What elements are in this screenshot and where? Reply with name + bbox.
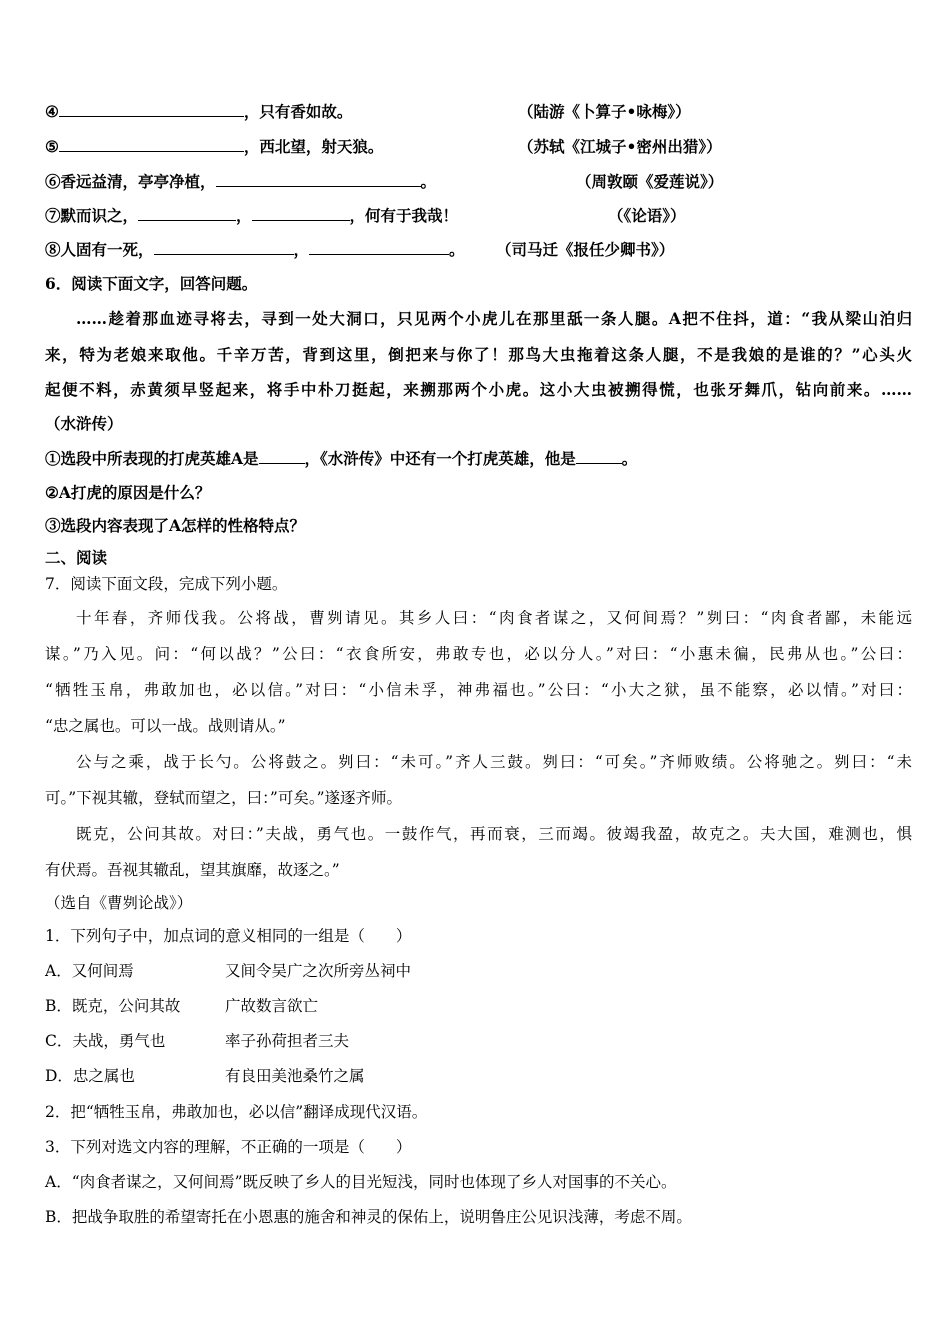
fill-source: （司马迁《报任少卿书》）: [496, 240, 675, 259]
fill-line-7: [45, 206, 912, 226]
fill-source: （陆游《卜算子•咏梅》）: [518, 102, 691, 121]
answer-blank[interactable]: [576, 449, 622, 464]
option-pair: 有良田美池桑竹之属: [225, 1067, 365, 1085]
answer-blank[interactable]: [259, 449, 305, 464]
question-text: ①选段中所表现的打虎英雄A是: [45, 449, 259, 468]
fill-line-4: [45, 102, 912, 122]
question-7-title: 7．阅读下面文段，完成下列小题。: [45, 575, 288, 593]
fill-source: （《论语》）: [608, 206, 686, 225]
fill-line-8: [45, 240, 912, 260]
option-label: C．夫战，勇气也: [45, 1032, 166, 1050]
answer-blank[interactable]: [309, 240, 449, 255]
option-b[interactable]: [45, 996, 912, 1016]
fill-text: ，: [236, 206, 252, 225]
section-heading: 二、阅读: [45, 548, 108, 567]
passage-line: 有伏焉。吾视其辙乱，望其旗靡，故逐之。”: [45, 861, 340, 879]
subquestion-1: 1．下列句子中，加点词的意义相同的一组是（ ）: [45, 927, 412, 945]
subquestion-3: 3．下列对选文内容的理解，不正确的一项是（ ）: [45, 1138, 412, 1156]
passage-line: “忠之属也。可以一战。战则请从。”: [45, 717, 286, 735]
fill-marker: ④: [45, 102, 59, 121]
option-label: D．忠之属也: [45, 1067, 135, 1085]
fill-source: （苏轼《江城子•密州出猎》）: [518, 137, 722, 156]
option-b[interactable]: B．把战争取胜的希望寄托在小恩惠的施舍和神灵的保佑上，说明鲁庄公见识浅薄，考虑不周。: [45, 1208, 692, 1226]
passage-source: （水浒传）: [45, 414, 123, 433]
passage-line: ……趁着那血迹寻将去，寻到一处大洞口，只见两个小虎儿在那里舐一条人腿。A把不住抖，道：“我从梁山泊归: [76, 309, 912, 328]
option-d[interactable]: [45, 1066, 912, 1086]
passage-line: 来，特为老娘来取他。千辛万苦，背到这里，倒把来与你了！那鸟大虫拖着这条人腿，不是我娘的是谁的？”心头火: [45, 345, 912, 364]
question-text: ，《水浒传》中还有一个打虎英雄，他是: [304, 449, 576, 468]
fill-text: 。: [449, 240, 465, 259]
passage-source: （选自《曹刿论战》）: [45, 894, 193, 912]
option-label: B．既克，公问其故: [45, 997, 181, 1015]
option-pair: 率子孙荷担者三夫: [225, 1032, 350, 1050]
option-pair: 广故数言欲亡: [225, 997, 319, 1015]
option-c[interactable]: [45, 1031, 912, 1051]
answer-blank[interactable]: [252, 206, 350, 221]
passage-line: 可。”下视其辙，登轼而望之，曰：”可矣。”遂逐齐师。: [45, 789, 403, 807]
passage-line: 十年春，齐师伐我。公将战，曹刿请见。其乡人曰：“肉食者谋之，又何间焉？”刿曰：“肉食者鄙，未能远: [76, 609, 912, 627]
fill-marker: ⑤: [45, 137, 59, 156]
fill-text: ⑥香远益清，亭亭净植，: [45, 172, 216, 191]
fill-text: ，: [293, 240, 310, 259]
answer-blank[interactable]: [216, 172, 421, 187]
passage-line: 公与之乘，战于长勺。公将鼓之。刿曰：“未可。”齐人三鼓。刿曰：“可矣。”齐师败绩。公将驰之。刿曰：“未: [76, 753, 912, 771]
answer-blank[interactable]: [59, 137, 244, 152]
question-text: 。: [621, 449, 638, 468]
fill-text: ，只有香如故。: [243, 102, 353, 121]
answer-blank[interactable]: [154, 240, 294, 255]
question-6-1: [45, 449, 912, 469]
question-6-title: 6．阅读下面文字，回答问题。: [45, 274, 258, 293]
fill-line-5: [45, 137, 912, 157]
fill-text: ，西北望，射天狼。: [243, 137, 384, 156]
question-6-2: ②A打虎的原因是什么？: [45, 483, 211, 502]
fill-line-6: [45, 172, 912, 192]
question-6-3: ③选段内容表现了A怎样的性格特点？: [45, 516, 306, 535]
fill-text: ⑦默而识之，: [45, 206, 139, 225]
fill-text: ，何有于我哉！: [349, 206, 459, 225]
fill-source: （周敦颐《爱莲说》）: [576, 172, 724, 191]
option-pair: 又间令吴广之次所旁丛祠中: [225, 962, 412, 980]
option-label: A．又何间焉: [45, 962, 134, 980]
passage-line: 既克，公问其故。对曰：”夫战，勇气也。一鼓作气，再而衰，三而竭。彼竭我盈，故克之。夫大国，难测也，惧: [76, 825, 912, 843]
subquestion-2: 2．把“牺牲玉帛，弗敢加也，必以信”翻译成现代汉语。: [45, 1103, 428, 1121]
answer-blank[interactable]: [138, 206, 236, 221]
fill-text: 。: [420, 172, 437, 191]
passage-line: 起便不料，赤黄须早竖起来，将手中朴刀挺起，来搠那两个小虎。这小大虫被搠得慌，也张牙舞爪，钻向前来。……: [45, 380, 912, 399]
passage-line: “牺牲玉帛，弗敢加也，必以信。”对曰：“小信未孚，神弗福也。”公曰：“小大之狱，虽不能察，必以情。”对曰：: [45, 681, 912, 699]
option-a[interactable]: [45, 961, 912, 981]
answer-blank[interactable]: [59, 102, 244, 117]
option-a[interactable]: A．“肉食者谋之，又何间焉”既反映了乡人的目光短浅，同时也体现了乡人对国事的不关心。: [45, 1173, 677, 1191]
passage-line: 谋。”乃入见。问：“何以战？”公曰：“衣食所安，弗敢专也，必以分人。”对曰：“小惠未徧，民弗从也。”公曰：: [45, 645, 912, 663]
fill-text: ⑧人固有一死，: [45, 240, 154, 259]
